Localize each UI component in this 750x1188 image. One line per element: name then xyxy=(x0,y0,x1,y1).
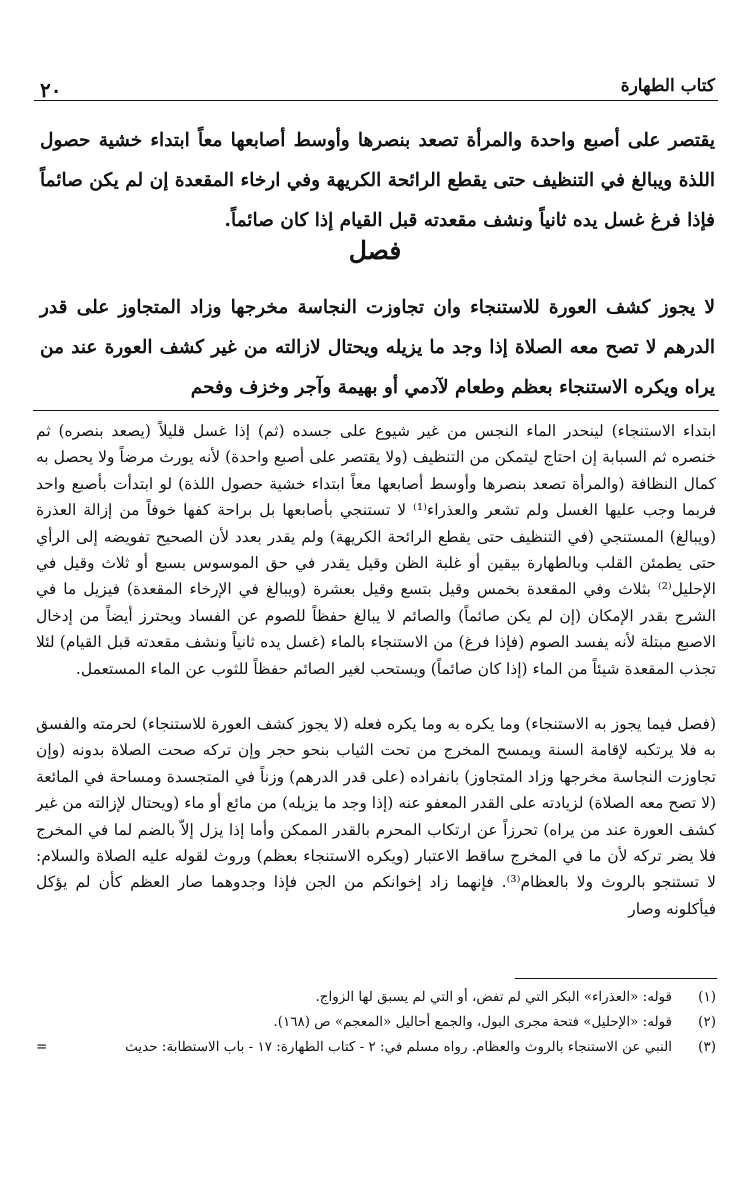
footnote-text: قوله: «الإحليل» فتحة مجرى البول، والجمع أحاليل «المعجم» ص (١٦٨). xyxy=(273,1014,672,1030)
page-header xyxy=(40,70,715,104)
commentary-paragraph-2: (فصل فيما يجوز به الاستنجاء) وما يكره به وما يكره فعله (لا يجوز كشف العورة للاستنجاء) لحرمته والفسق به فلا يرتكبه لإقامة السنة ويمسح المخرج من تحت الثياب بنحو حجر وإن تركه صحت الصلاة بدونه (وإن تجاوزت النجاسة مخرجها وزاد المتجاوز) بانفراده (على قدر الدرهم) وزناً في المتجسدة ومساحة في المائعة (لا تصح معه الصلاة) لزيادته على القدر المعفو عنه (إذا وجد ما يزيله) من مائع أو ماء (ويحتال لإزالته من غير كشف العورة عند من يراه) تحرزاً عن ارتكاب المحرم بالقدر الممكن وأما إذا يزل إلاّ بالضم لما في المخرج فلا يضر تركه لأن ما في المخرج ساقط الاعتبار (ويكره الاستنجاء بعظم) وروث لقوله عليه الصلاة والسلام: لا تستنجو بالروث ولا بالعظام⁽³⁾. فإنهما زاد إخوانكم من الجن فإذا وجدوهما صار العظم كأن لم يؤكل فيأكلونه وصار xyxy=(36,715,716,918)
header-divider xyxy=(34,100,718,101)
footnote-text: النبي عن الاستنجاء بالروث والعظام. رواه مسلم في: ٢ - كتاب الطهارة: ١٧ - باب الاستطابة: حديث xyxy=(125,1039,672,1055)
footnote-text: قوله: «العذراء» البكر التي لم تفض، أو التي لم يسبق لها الزواج. xyxy=(315,989,672,1005)
footnotes xyxy=(36,985,716,1060)
book-title: كتاب الطهارة xyxy=(620,76,715,96)
commentary-paragraph-1: ابتداء الاستنجاء) لينحدر الماء النجس من غير شيوع على جسده (ثم) إذا غسل قليلاً (يصعد بنصره) ثم خنصره ثم السبابة إن احتاج ليتمكن من التنظيف (ولا يقتصر على أصبع واحدة) لأنه يورث مرضاً ولا يحصل به كمال النظافة (والمرأة تصعد بنصرها وأوسط أصابعها معاً ابتداء خشية حصول اللذة) لو ابتدأت بأصبع واحد فربما وجب عليها الغسل ولم تشعر والعذراء⁽¹⁾ لا تستنجي بأصابعها بل براحة كفها خوفاً من إزالة العذرة (ويبالغ) المستنجي (في التنظيف حتى يقطع الرائحة الكريهة) ولم يقدر بعدد لأن الصحيح تفويضه إلى الرأي حتى يطمئن القلب وبالطهارة بيقين أو غلبة الظن وقيل يقدر في حق الموسوس بسبع أو ثلاث وقيل في الإحليل⁽²⁾ بثلاث وفي المقعدة بخمس وقيل بتسع وقيل بعشرة (ويبالغ في الإرخاء المقعدة) فيزيل ما في الشرج بقدر الإمكان (إن لم يكن صائماً) والصائم لا يبالغ حفظاً للصوم عن الفساد ويحترز أيضاً من إدخال الاصبع مبتلة لأنه يفسد الصوم (فإذا فرغ) من الاستنجاء بالماء (غسل يده ثانياً ونشف مقعدته قبل القيام) لئلا تجذب المقعدة شيئاً من الماء (إذا كان صائماً) ويستحب لغير الصائم حفظاً للثوب عن الماء المستعمل. xyxy=(36,422,717,678)
footnote-number: (٣) xyxy=(698,1039,716,1055)
commentary-divider xyxy=(33,410,719,411)
footnote-number: (١) xyxy=(698,989,716,1005)
footnote-2 xyxy=(36,1010,716,1035)
page-number: ٢٠ xyxy=(40,78,62,102)
main-text-paragraph-2: لا يجوز كشف العورة للاستنجاء وان تجاوزت النجاسة مخرجها وزاد المتجاوز على قدر الدرهم لا تصح معه الصلاة إذا وجد ما يزيله ويحتال لازالته من غير كشف العورة عند من يراه ويكره الاستنجاء بعظم وطعام لآدمي أو بهيمة وآجر وخزف وفحم xyxy=(40,297,715,398)
footnote-number: (٢) xyxy=(698,1014,716,1030)
footnote-3 xyxy=(36,1035,716,1060)
section-heading: فصل xyxy=(348,236,402,265)
footnote-divider xyxy=(515,978,717,979)
footnote-continuation-mark: = xyxy=(36,1039,48,1055)
footnote-1 xyxy=(36,985,716,1010)
main-text-paragraph-1: يقتصر على أصبع واحدة والمرأة تصعد بنصرها وأوسط أصابعها معاً ابتداء خشية حصول اللذة ويبالغ في التنظيف حتى يقطع الرائحة الكريهة وفي ارخاء المقعدة إن لم يكن صائماً فإذا فرغ غسل يده ثانياً ونشف مقعدته قبل القيام إذا كان صائماً. xyxy=(40,130,715,231)
